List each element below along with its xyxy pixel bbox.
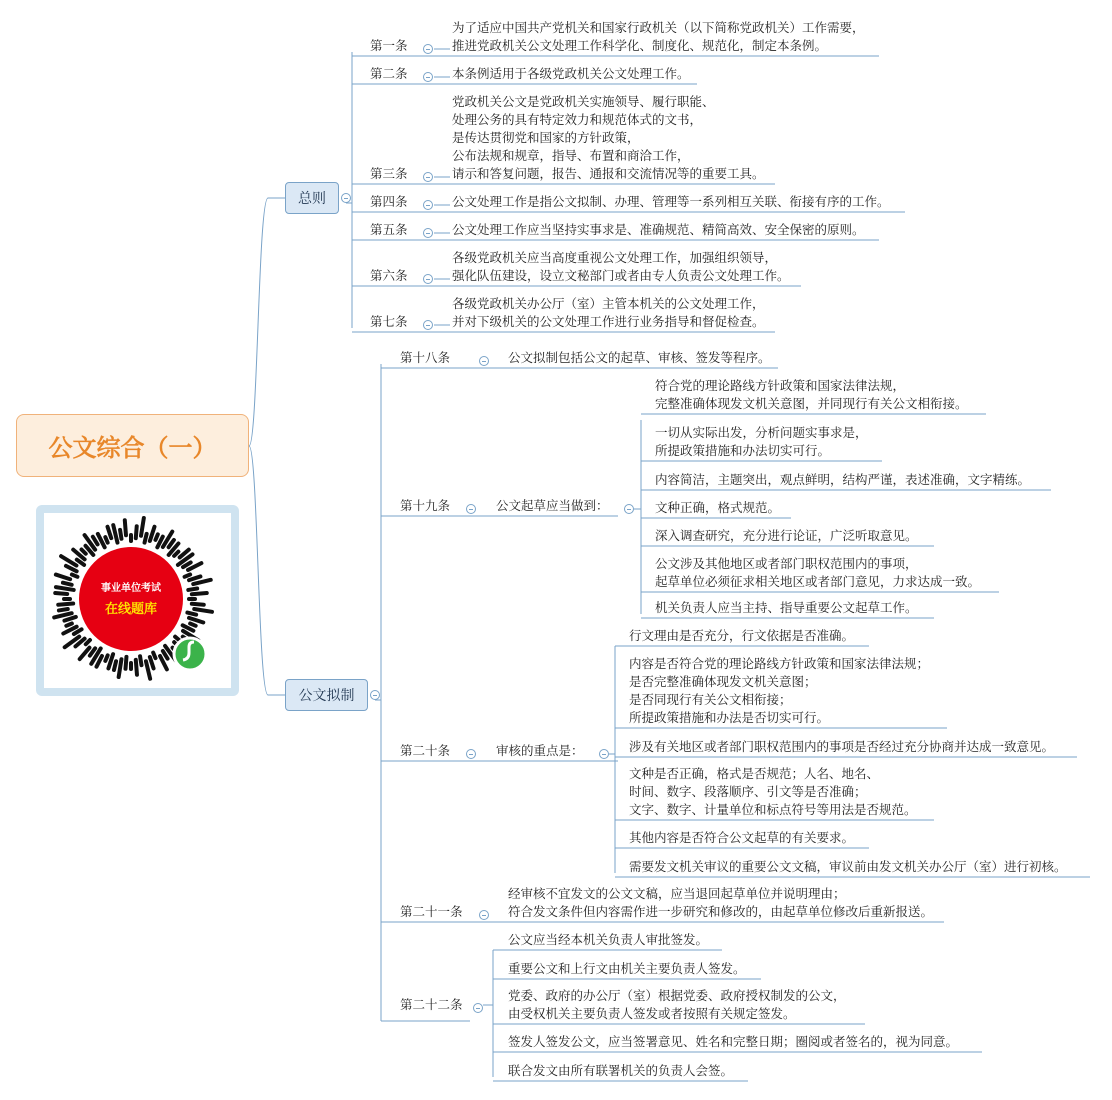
collapse-toggle-icon[interactable]: [423, 228, 433, 238]
article-text: 党政机关公文是党政机关实施领导、履行职能、: [452, 94, 715, 109]
qr-pattern-icon: [44, 513, 231, 688]
qr-dot: [174, 552, 178, 556]
article-text: 并对下级机关的公文处理工作进行业务指导和督促检查。: [452, 314, 765, 329]
child-text: 党委、政府的办公厅（室）根据党委、政府授权制发的公文，: [508, 988, 846, 1003]
qr-dot: [140, 656, 141, 665]
article-label[interactable]: 第七条: [370, 314, 408, 329]
collapse-toggle-icon[interactable]: [479, 356, 489, 366]
qr-dot: [145, 534, 147, 543]
collapse-toggle-icon[interactable]: [479, 910, 489, 920]
article-label[interactable]: 第四条: [370, 194, 408, 209]
qr-dot: [188, 589, 197, 590]
qr-dot: [64, 617, 75, 621]
child-text: 签发人签发公文，应当签署意见、姓名和完整日期；圈阅或者签名的，视为同意。: [508, 1034, 959, 1049]
sub-topic[interactable]: 审核的重点是：: [496, 743, 584, 758]
qr-dot: [192, 593, 207, 594]
collapse-toggle-icon[interactable]: [473, 1003, 483, 1013]
qr-dot: [56, 575, 70, 580]
qr-dot: [59, 609, 68, 610]
qr-dot: [193, 580, 211, 584]
article-label[interactable]: 第二十一条: [400, 904, 463, 919]
article-label[interactable]: 第二十二条: [400, 997, 463, 1012]
qr-dot: [185, 575, 191, 577]
qr-dot: [146, 661, 150, 679]
child-text: 一切从实际出发，分析问题实事求是，: [655, 425, 868, 440]
article-text: 强化队伍建设，设立文秘部门或者由专人负责公文处理工作。: [452, 268, 790, 283]
qr-dot: [163, 651, 168, 659]
qr-dot: [93, 537, 98, 545]
child-text: 内容简洁，主题突出，观点鲜明，结构严谨，表述准确，文字精练。: [655, 472, 1031, 487]
article-text: 各级党政机关应当高度重视公文处理工作，加强组织领导，: [452, 250, 778, 265]
child-text: 机关负责人应当主持、指导重要公文起草工作。: [655, 600, 918, 615]
child-text: 重要公文和上行文由机关主要负责人签发。: [508, 961, 746, 976]
child-text: 由受权机关主要负责人签发或者按照有关规定签发。: [508, 1006, 796, 1021]
collapse-toggle-icon[interactable]: [370, 690, 380, 700]
collapse-toggle-icon[interactable]: [466, 504, 476, 514]
sub-topic[interactable]: 公文起草应当做到：: [496, 498, 609, 513]
qr-dot: [183, 562, 191, 567]
article-label[interactable]: 第一条: [370, 38, 408, 53]
child-text: 公文应当经本机关负责人审批签发。: [508, 932, 709, 947]
child-text: 完整准确体现发文机关意图，并同现行有关公文相衔接。: [655, 396, 968, 411]
qr-dot: [113, 525, 117, 543]
branch-gongwen-nizhi[interactable]: 公文拟制: [285, 679, 368, 711]
qr-dot: [141, 518, 144, 536]
qr-dot: [169, 540, 174, 547]
collapse-toggle-icon[interactable]: [423, 44, 433, 54]
article-text: 符合发文条件但内容需作进一步研究和修改的，由起草单位修改后重新报送。: [508, 904, 934, 919]
qr-dot: [66, 623, 72, 625]
collapse-toggle-icon[interactable]: [423, 72, 433, 82]
qr-dot: [61, 556, 76, 565]
article-text: 经审核不宜发文的公文文稿，应当退回起草单位并说明理由；: [508, 886, 846, 901]
article-label[interactable]: 第六条: [370, 268, 408, 283]
article-text: 公文拟制包括公文的起草、审核、签发等程序。: [508, 350, 771, 365]
qr-dot: [126, 657, 127, 669]
qr-dot: [72, 575, 78, 577]
root-to-nizhi-connector: [249, 446, 285, 695]
qr-dot: [120, 530, 121, 539]
child-text: 文字、数字、计量单位和标点符号等用法是否规范。: [629, 802, 917, 817]
collapse-toggle-icon[interactable]: [599, 749, 609, 759]
qr-dot: [74, 629, 82, 634]
article-text: 推进党政机关公文处理工作科学化、制度化、规范化，制定本条例。: [452, 38, 828, 53]
qr-dot: [187, 613, 196, 615]
article-label[interactable]: 第五条: [370, 222, 408, 237]
qr-dot: [55, 593, 67, 594]
qr-dot: [63, 583, 72, 585]
qr-dot: [58, 604, 73, 605]
collapse-toggle-icon[interactable]: [423, 320, 433, 330]
child-text: 需要发文机关审议的重要公文文稿，审议前由发文机关办公厅（室）进行初核。: [629, 859, 1067, 874]
qr-dot: [56, 587, 74, 590]
qr-dot: [136, 660, 137, 675]
child-text: 文种正确，格式规范。: [655, 500, 781, 515]
qr-dot: [119, 659, 122, 677]
qr-dot: [155, 534, 157, 540]
collapse-toggle-icon[interactable]: [624, 504, 634, 514]
collapse-toggle-icon[interactable]: [466, 749, 476, 759]
qr-dot: [105, 655, 107, 661]
qr-dot: [80, 648, 90, 659]
child-text: 文种是否正确，格式是否规范；人名、地名、: [629, 766, 880, 781]
qr-dot: [105, 537, 107, 543]
qr-dot: [190, 623, 196, 625]
qr-dot: [54, 613, 72, 617]
child-text: 符合党的理论路线方针政策和国家法律法规，: [655, 378, 906, 393]
child-text: 时间、数字、段落顺序、引文等是否准确；: [629, 784, 867, 799]
child-text: 是否同现行有关公文相衔接；: [629, 692, 792, 707]
child-text: 涉及有关地区或者部门职权范围内的事项是否经过充分协商并达成一致意见。: [629, 739, 1055, 754]
child-text: 联合发文由所有联署机关的负责人会签。: [508, 1063, 734, 1078]
article-text: 公文处理工作应当坚持实事求是、准确规范、精简高效、安全保密的原则。: [452, 222, 865, 237]
child-text: 公文涉及其他地区或者部门职权范围内的事项，: [655, 556, 918, 571]
collapse-toggle-icon[interactable]: [423, 274, 433, 284]
child-text: 其他内容是否符合公文起草的有关要求。: [629, 830, 855, 845]
collapse-toggle-icon[interactable]: [423, 172, 433, 182]
qr-dot: [82, 550, 86, 554]
child-text: 深入调查研究，充分进行论证，广泛听取意见。: [655, 528, 918, 543]
article-text: 是传达贯彻党和国家的方针政策，: [452, 130, 640, 145]
article-text: 为了适应中国共产党机关和国家行政机关（以下简称党政机关）工作需要，: [452, 20, 865, 35]
article-label[interactable]: 第十九条: [400, 498, 451, 513]
child-text: 所提政策措施和办法切实可行。: [655, 443, 831, 458]
qr-badge-line2: 在线题库: [104, 602, 158, 617]
qr-dot: [86, 640, 90, 644]
collapse-toggle-icon[interactable]: [341, 193, 351, 203]
article-label[interactable]: 第十八条: [400, 350, 451, 365]
qr-dot: [153, 653, 155, 659]
child-text: 内容是否符合党的理论路线方针政策和国家法律法规；: [629, 656, 930, 671]
qr-dot: [108, 527, 112, 538]
child-text: 起草单位必须征求相关地区或者部门意见，力求达成一致。: [655, 574, 981, 589]
article-text: 公文处理工作是指公文拟制、办理、管理等一系列相互关联、衔接有序的工作。: [452, 194, 890, 209]
qr-dot: [194, 609, 212, 612]
qr-dot: [150, 657, 154, 668]
article-text: 处理公务的具有特定效力和规范体式的文书，: [452, 112, 703, 127]
article-text: 请示和答复问题，报告、通报和交流情况等的重要工具。: [452, 166, 765, 181]
article-label[interactable]: 第三条: [370, 166, 408, 181]
qr-dot: [125, 520, 126, 535]
branch-zongze[interactable]: 总则: [285, 182, 339, 214]
article-text: 公布法规和规章，指导、布置和商洽工作，: [452, 148, 690, 163]
qr-dot: [90, 648, 95, 655]
qr-dot: [114, 661, 116, 670]
article-label[interactable]: 第二十条: [400, 743, 451, 758]
root-topic[interactable]: 公文综合（一）: [16, 414, 249, 477]
child-text: 所提政策措施和办法是否切实可行。: [629, 710, 830, 725]
article-label[interactable]: 第二条: [370, 66, 408, 81]
collapse-toggle-icon[interactable]: [423, 200, 433, 210]
root-to-zongze-connector: [249, 198, 285, 446]
article-text: 本条例适用于各级党政机关公文处理工作。: [452, 66, 690, 81]
article-text: 各级党政机关办公厅（室）主管本机关的公文处理工作，: [452, 296, 765, 311]
qr-code: [36, 505, 239, 696]
qr-badge-line1: 事业单位考试: [101, 583, 161, 594]
qr-dot: [136, 526, 137, 538]
qr-dot: [192, 604, 204, 605]
qr-dot: [189, 576, 200, 580]
child-text: 是否完整准确体现发文机关意图；: [629, 674, 817, 689]
child-text: 行文理由是否充分，行文依据是否准确。: [629, 628, 855, 643]
